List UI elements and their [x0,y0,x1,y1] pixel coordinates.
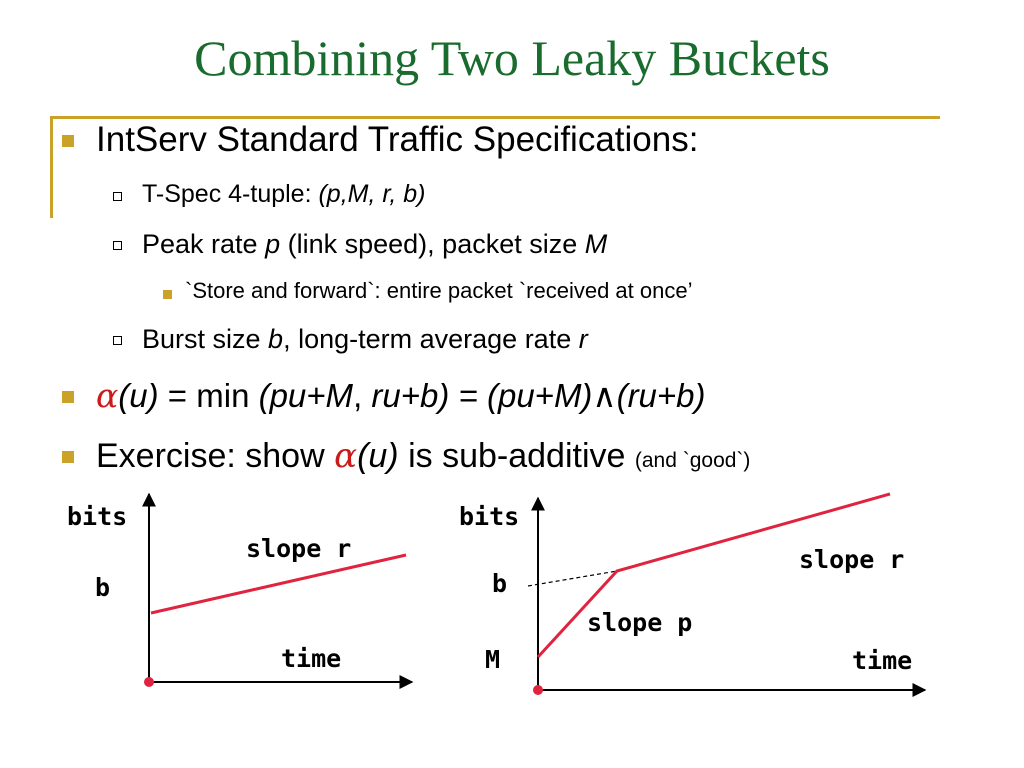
bullet-exercise: Exercise: show α(u) is sub-additive (and `good`) [96,436,751,476]
graph2-slope-p-label: slope p [587,608,693,637]
graph1-y-label: bits [67,502,128,531]
graph1-b-label: b [95,573,111,602]
graph1-slope-label: slope r [246,534,352,563]
alpha-symbol: α [96,376,119,415]
bullet-burst-size: Burst size b, long-term average rate r [142,324,588,354]
graph1-x-label: time [281,644,342,673]
graph2-slope-r-label: slope r [799,545,905,574]
graph2-origin-dot [533,685,543,695]
bullet-store-forward: `Store and forward`: entire packet `received at once’ [185,278,693,303]
graph2-x-label: time [852,646,913,675]
bullet-alpha-formula: α(u) = min (pu+M, ru+b) = (pu+M)∧(ru+b) [96,376,706,415]
bullet-intserv: IntServ Standard Traffic Specifications: [96,120,699,159]
bullet-tspec: T-Spec 4-tuple: (p,M, r, b) [142,180,426,208]
slide-title: Combining Two Leaky Buckets [194,30,830,86]
graph2-y-label: bits [459,502,520,531]
graph2-b-label: b [492,569,508,598]
graph2-M-label: M [485,645,501,674]
alpha-symbol: α [334,436,358,476]
graph1-origin-dot [144,677,154,687]
bullet-peak-rate: Peak rate p (link speed), packet size M [142,229,608,259]
